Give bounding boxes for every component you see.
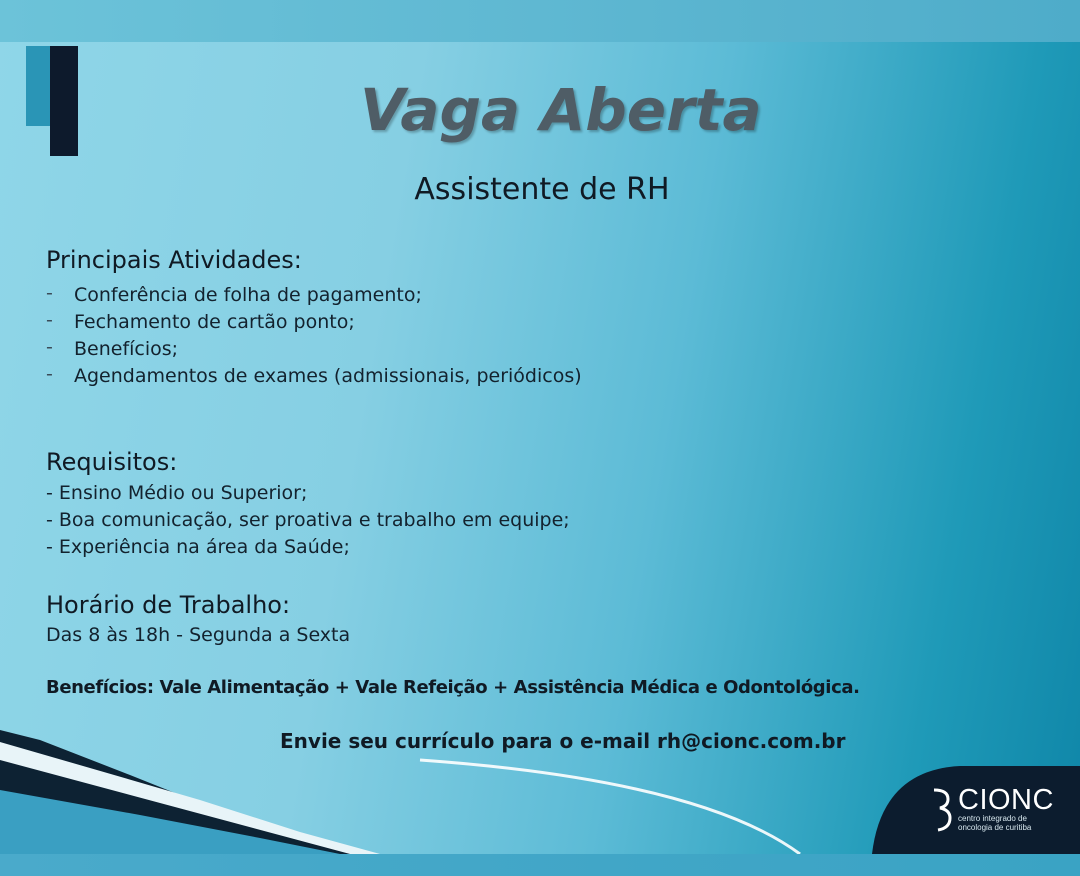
logo-name: CIONC	[958, 784, 1054, 816]
requirement-item: - Boa comunicação, ser proativa e trabalho em equipe;	[46, 509, 570, 531]
benefits-text: Benefícios: Vale Alimentação + Vale Refeição + Assistência Médica e Odontológica.	[46, 677, 860, 698]
schedule-text: Das 8 às 18h - Segunda a Sexta	[46, 624, 351, 646]
logo-tagline: centro integrado de oncologia de curitiba	[958, 814, 1032, 832]
requirement-item: - Ensino Médio ou Superior;	[46, 482, 308, 504]
bullet-dash: -	[46, 336, 53, 358]
activities-heading: Principais Atividades:	[46, 246, 302, 274]
white-curve	[420, 760, 800, 854]
cta-email: Envie seu currículo para o e-mail rh@cionc.com.br	[280, 729, 846, 753]
job-position: Assistente de RH	[414, 172, 670, 207]
requirements-heading: Requisitos:	[46, 448, 178, 476]
requirement-item: - Experiência na área da Saúde;	[46, 536, 350, 558]
bullet-dash: -	[46, 309, 53, 331]
bullet-dash: -	[46, 282, 53, 304]
bottom-band	[0, 854, 1080, 876]
activity-item: Benefícios;	[74, 338, 179, 360]
cionc-logo-icon	[926, 784, 956, 836]
activity-item: Conferência de folha de pagamento;	[74, 284, 422, 306]
activity-item: Fechamento de cartão ponto;	[74, 311, 355, 333]
page-title: Vaga Aberta	[360, 76, 762, 144]
schedule-heading: Horário de Trabalho:	[46, 591, 291, 619]
activity-item: Agendamentos de exames (admissionais, periódicos)	[74, 365, 582, 387]
bullet-dash: -	[46, 363, 53, 385]
